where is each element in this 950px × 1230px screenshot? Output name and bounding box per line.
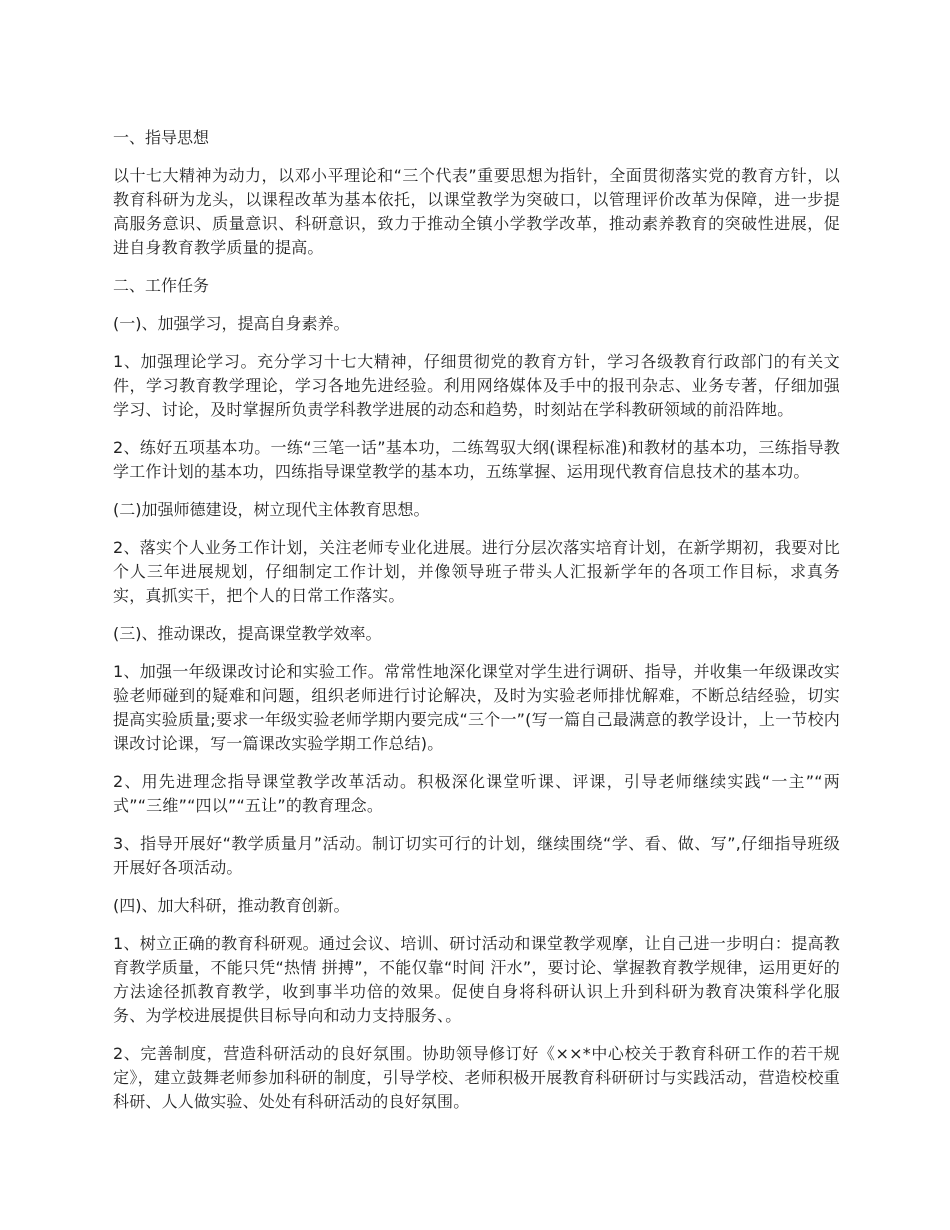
paragraph-research-view: 1、树立正确的教育科研观。通过会议、培训、研讨活动和课堂教学观摩，让自己进一步明白：提高教育教学质量，不能只凭“热情 拼搏”，不能仅靠“时间 汗水”，要讨论、掌握教育教学规律，运用更好的方法途径抓教育教学，收到事半功倍的效果。促使自身将科研认识上升到科研为教育决策科学化服务、为学校进展提供目标导向和动力支持服务、。 bbox=[113, 934, 840, 1025]
paragraph-advanced-concepts: 2、用先进理念指导课堂教学改革活动。积极深化课堂听课、评课，引导老师继续实践“一主”“两式”“三维”“四以”“五让”的教育理念。 bbox=[113, 772, 840, 815]
document-page bbox=[113, 126, 840, 1128]
paragraph-quality-month: 3、指导开展好“教学质量月”活动。制订切实可行的计划，继续围绕“学、看、做、写”,仔细指导班级开展好各项活动。 bbox=[113, 834, 840, 877]
paragraph-guiding-ideology: 以十七大精神为动力，以邓小平理论和“三个代表”重要思想为指针，全面贯彻落实党的教育方针，以教育科研为龙头，以课程改革为基本依托，以课堂教学为突破口，以管理评价改革为保障，进一步提高服务意识、质量意识、科研意识，致力于推动全镇小学教学改革，推动素养教育的突破性进展，促进自身教育教学质量的提高。 bbox=[113, 166, 840, 257]
subheading-teacher-ethics: (二)加强师德建设，树立现代主体教育思想。 bbox=[113, 500, 430, 519]
subheading-curriculum-reform: (三)、推动课改，提高课堂教学效率。 bbox=[113, 624, 382, 643]
subheading-research-innovation: (四)、加大科研，推动教育创新。 bbox=[113, 896, 350, 915]
section-heading-work-tasks: 二、工作任务 bbox=[113, 276, 210, 295]
paragraph-basic-skills: 2、练好五项基本功。一练“三笔一话”基本功，二练驾驭大纲(课程标准)和教材的基本功，三练指导教学工作计划的基本功，四练指导课堂教学的基本功，五练掌握、运用现代教育信息技术的基本功。 bbox=[113, 438, 840, 481]
subheading-strengthen-study: (一)、加强学习，提高自身素养。 bbox=[113, 314, 350, 333]
paragraph-personal-work-plan: 2、落实个人业务工作计划，关注老师专业化进展。进行分层次落实培育计划，在新学期初，我要对比个人三年进展规划，仔细制定工作计划，并像领导班子带头人汇报新学年的各项工作目标，求真务实，真抓实干，把个人的日常工作落实。 bbox=[113, 538, 840, 605]
section-heading-guiding-ideology: 一、指导思想 bbox=[113, 128, 210, 147]
paragraph-research-system: 2、完善制度，营造科研活动的良好氛围。协助领导修订好《××*中心校关于教育科研工作的若干规定》，建立鼓舞老师参加科研的制度，引导学校、老师积极开展教育科研研讨与实践活动，营造校校重科研、人人做实验、处处有科研活动的良好氛围。 bbox=[113, 1044, 840, 1111]
paragraph-grade-one-reform: 1、加强一年级课改讨论和实验工作。常常性地深化课堂对学生进行调研、指导，并收集一年级课改实验老师碰到的疑难和问题，组织老师进行讨论解决，及时为实验老师排忧解难，不断总结经验，切实提高实验质量;要求一年级实验老师学期内要完成“三个一”(写一篇自己最满意的教学设计，上一节校内课改讨论课，写一篇课改实验学期工作总结)。 bbox=[113, 662, 840, 753]
paragraph-theory-study: 1、加强理论学习。充分学习十七大精神，仔细贯彻党的教育方针，学习各级教育行政部门的有关文件，学习教育教学理论，学习各地先进经验。利用网络媒体及手中的报刊杂志、业务专著，仔细加强学习、讨论，及时掌握所负责学科教学进展的动态和趋势，时刻站在学科教研领域的前沿阵地。 bbox=[113, 352, 840, 419]
